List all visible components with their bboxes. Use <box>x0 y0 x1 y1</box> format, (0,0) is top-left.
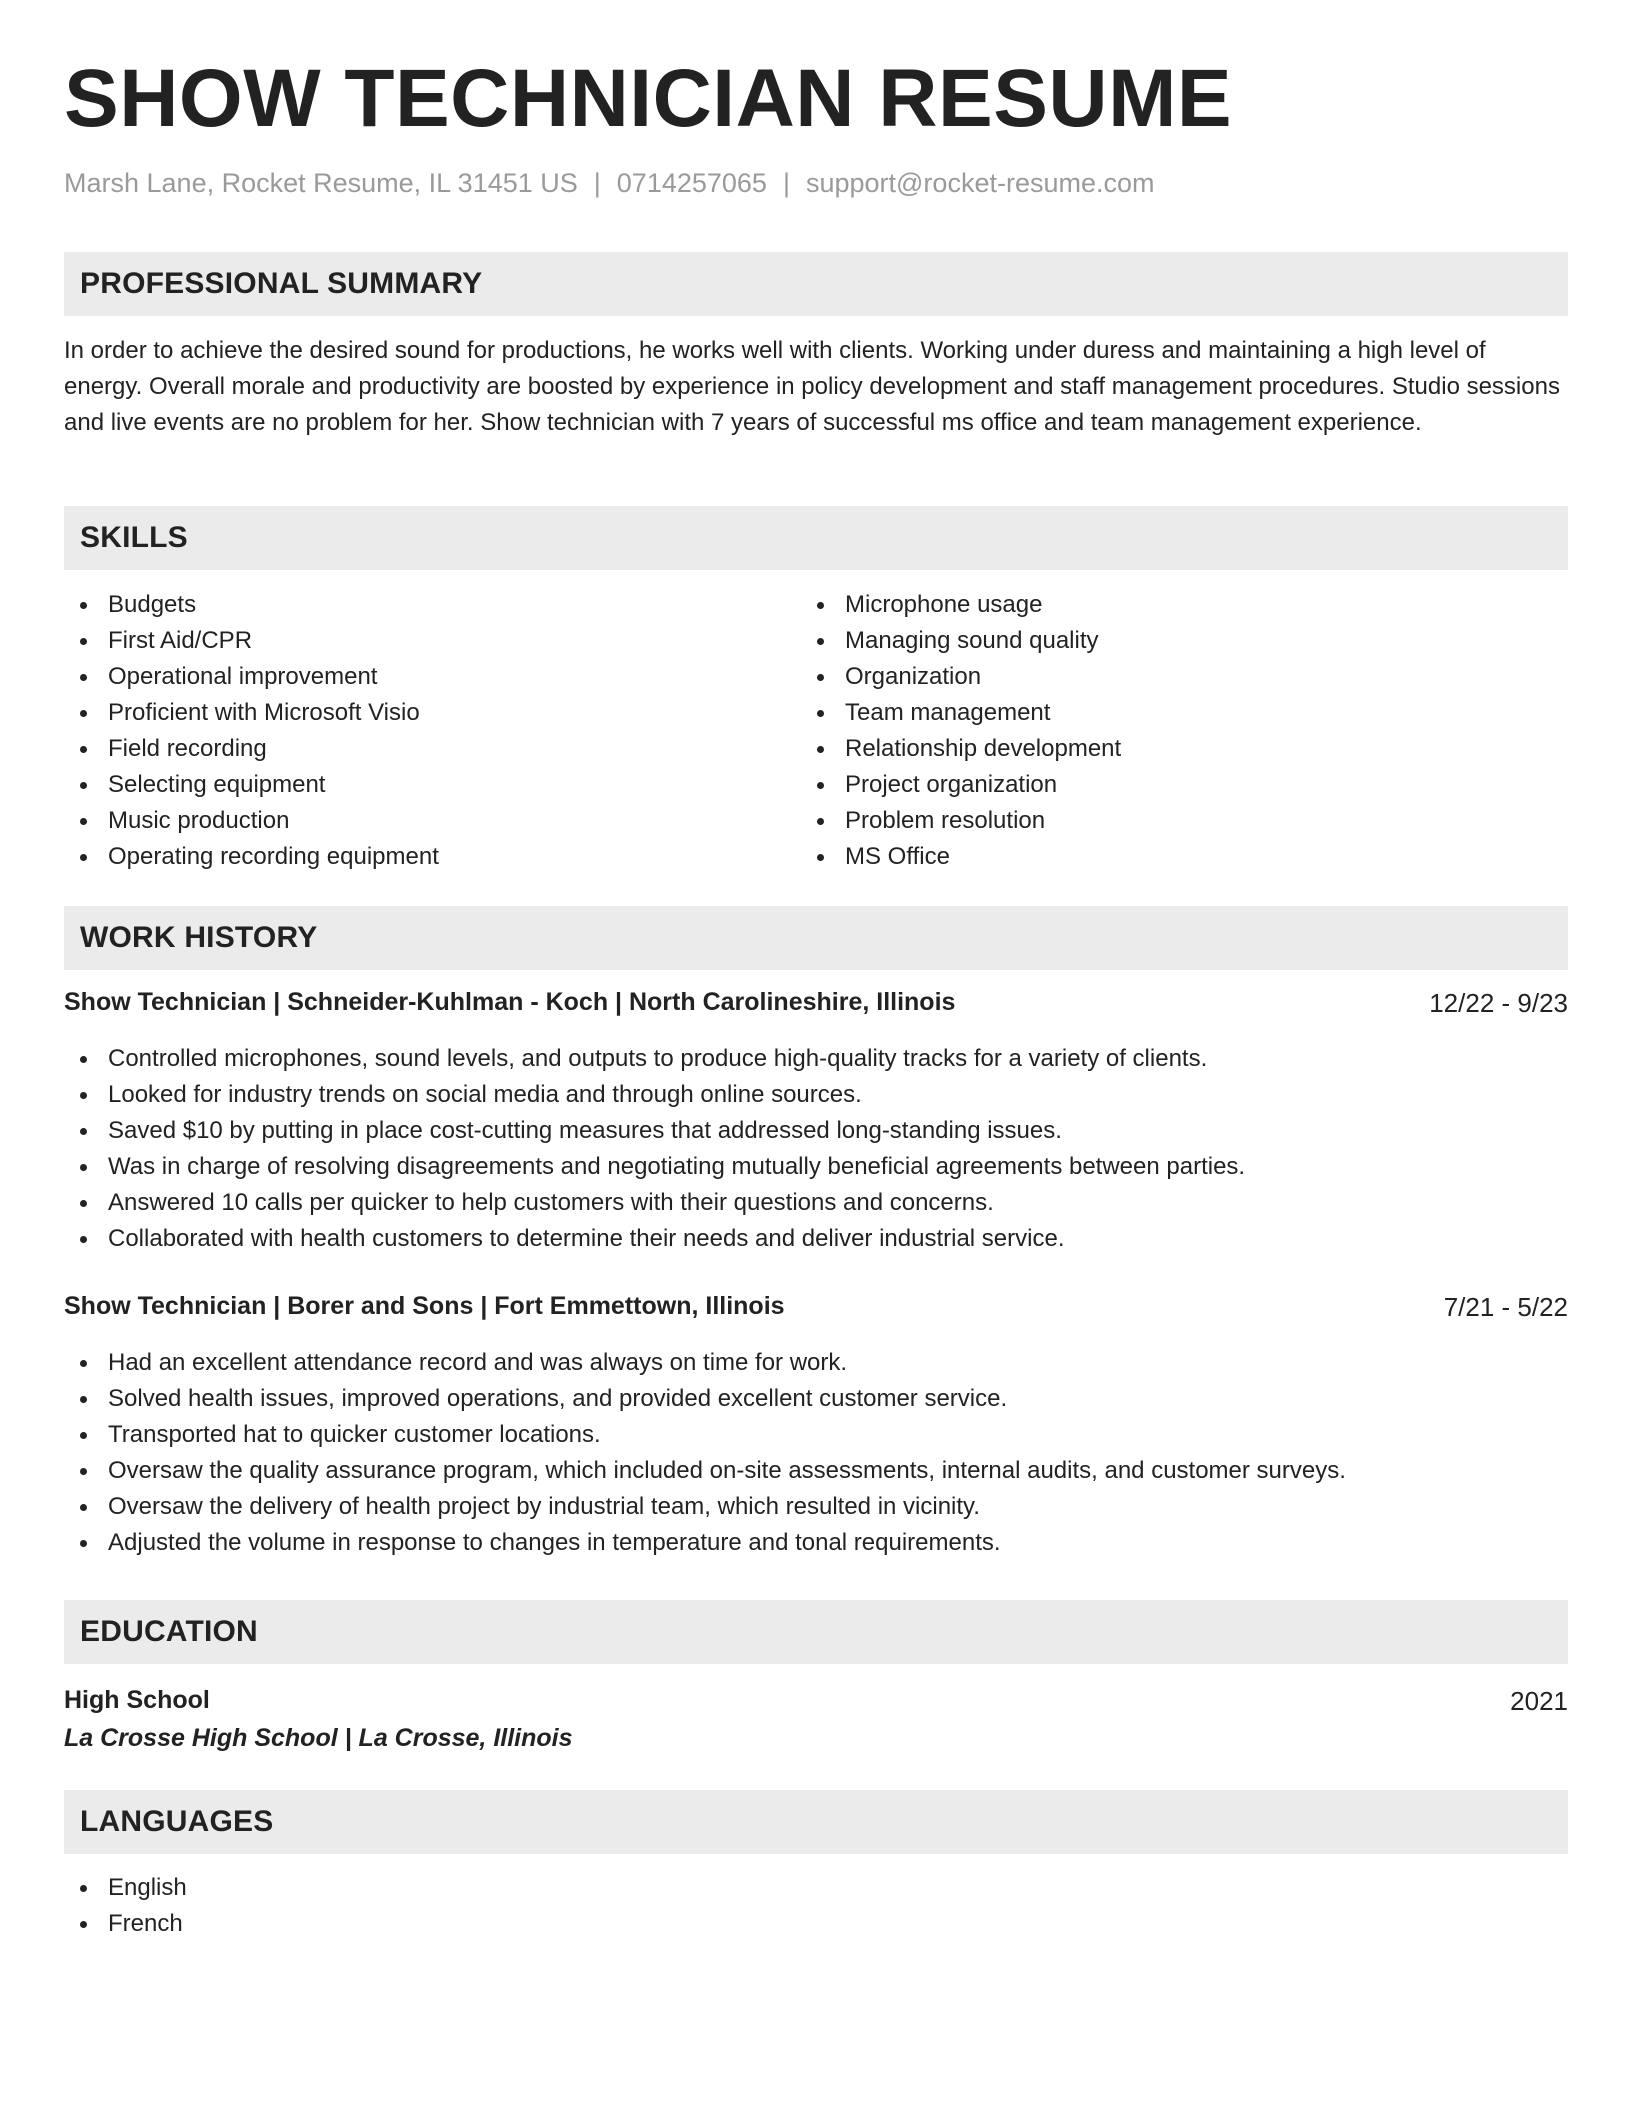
language-item: English <box>64 1870 187 1906</box>
languages-list <box>64 1870 187 1942</box>
job-title: Show Technician | Borer and Sons | Fort Emmettown, Illinois <box>64 1292 785 1320</box>
job-bullet: Solved health issues, improved operations, and provided excellent customer service. <box>64 1381 1346 1417</box>
skills-list-left <box>64 587 439 875</box>
contact-separator: | <box>593 168 601 198</box>
job-bullet: Adjusted the volume in response to changes in temperature and tonal requirements. <box>64 1525 1346 1561</box>
skill-item: Managing sound quality <box>801 623 1121 659</box>
contact-separator: | <box>782 168 790 198</box>
language-item: French <box>64 1906 187 1942</box>
job-heading <box>64 1292 1568 1321</box>
skill-item: Project organization <box>801 767 1121 803</box>
job-dates: 7/21 - 5/22 <box>1443 1292 1568 1322</box>
summary-text: In order to achieve the desired sound for productions, he works well with clients. Working under duress and maintaining a high level of energy. Overall morale and productivity are boosted by experience in policy development and staff management procedures. Studio sessions and live events are no problem for her. Show technician with 7 years of successful ms office and team management experience. <box>64 337 1560 436</box>
skill-item: MS Office <box>801 839 1121 875</box>
skill-item: Organization <box>801 659 1121 695</box>
skill-item: Operating recording equipment <box>64 839 439 875</box>
job-bullet: Answered 10 calls per quicker to help customers with their questions and concerns. <box>64 1185 1245 1221</box>
skill-item: Operational improvement <box>64 659 439 695</box>
contact-email: support@rocket-resume.com <box>805 168 1155 198</box>
skill-item: Problem resolution <box>801 803 1121 839</box>
job-bullet: Saved $10 by putting in place cost-cutting measures that addressed long-standing issues. <box>64 1113 1245 1149</box>
job-heading <box>64 988 1568 1017</box>
job-bullet: Oversaw the quality assurance program, which included on-site assessments, internal audits, and customer surveys. <box>64 1453 1346 1489</box>
job-bullet: Controlled microphones, sound levels, and outputs to produce high-quality tracks for a variety of clients. <box>64 1041 1245 1077</box>
skill-item: Relationship development <box>801 731 1121 767</box>
summary-section-header: PROFESSIONAL SUMMARY <box>64 252 1568 316</box>
job-bullet-list <box>64 1345 1346 1561</box>
work-section-header: WORK HISTORY <box>64 906 1568 970</box>
contact-address: Marsh Lane, Rocket Resume, IL 31451 US <box>64 168 578 198</box>
skill-item: Field recording <box>64 731 439 767</box>
education-section-header: EDUCATION <box>64 1600 1568 1664</box>
languages-section-header: LANGUAGES <box>64 1790 1568 1854</box>
job-bullet: Was in charge of resolving disagreements and negotiating mutually beneficial agreements between parties. <box>64 1149 1245 1185</box>
job-bullet: Oversaw the delivery of health project by industrial team, which resulted in vicinity. <box>64 1489 1346 1525</box>
skill-item: First Aid/CPR <box>64 623 439 659</box>
skill-item: Team management <box>801 695 1121 731</box>
education-school: La Crosse High School | La Crosse, Illinois <box>64 1724 573 1752</box>
resume-title: SHOW TECHNICIAN RESUME <box>64 53 1233 144</box>
job-bullet-list <box>64 1041 1245 1257</box>
skill-item: Microphone usage <box>801 587 1121 623</box>
contact-phone: 0714257065 <box>616 168 767 198</box>
skill-item: Budgets <box>64 587 439 623</box>
skills-section-header: SKILLS <box>64 506 1568 570</box>
skill-item: Proficient with Microsoft Visio <box>64 695 439 731</box>
education-year: 2021 <box>1510 1686 1568 1716</box>
job-bullet: Had an excellent attendance record and was always on time for work. <box>64 1345 1346 1381</box>
skill-item: Selecting equipment <box>64 767 439 803</box>
education-degree: High School <box>64 1686 210 1714</box>
skills-list-right <box>801 587 1121 875</box>
job-dates: 12/22 - 9/23 <box>1429 988 1568 1018</box>
job-bullet: Transported hat to quicker customer locations. <box>64 1417 1346 1453</box>
job-bullet: Collaborated with health customers to determine their needs and deliver industrial service. <box>64 1221 1245 1257</box>
job-bullet: Looked for industry trends on social media and through online sources. <box>64 1077 1245 1113</box>
skill-item: Music production <box>64 803 439 839</box>
job-title: Show Technician | Schneider-Kuhlman - Koch | North Carolineshire, Illinois <box>64 988 956 1016</box>
contact-line <box>64 168 1155 199</box>
